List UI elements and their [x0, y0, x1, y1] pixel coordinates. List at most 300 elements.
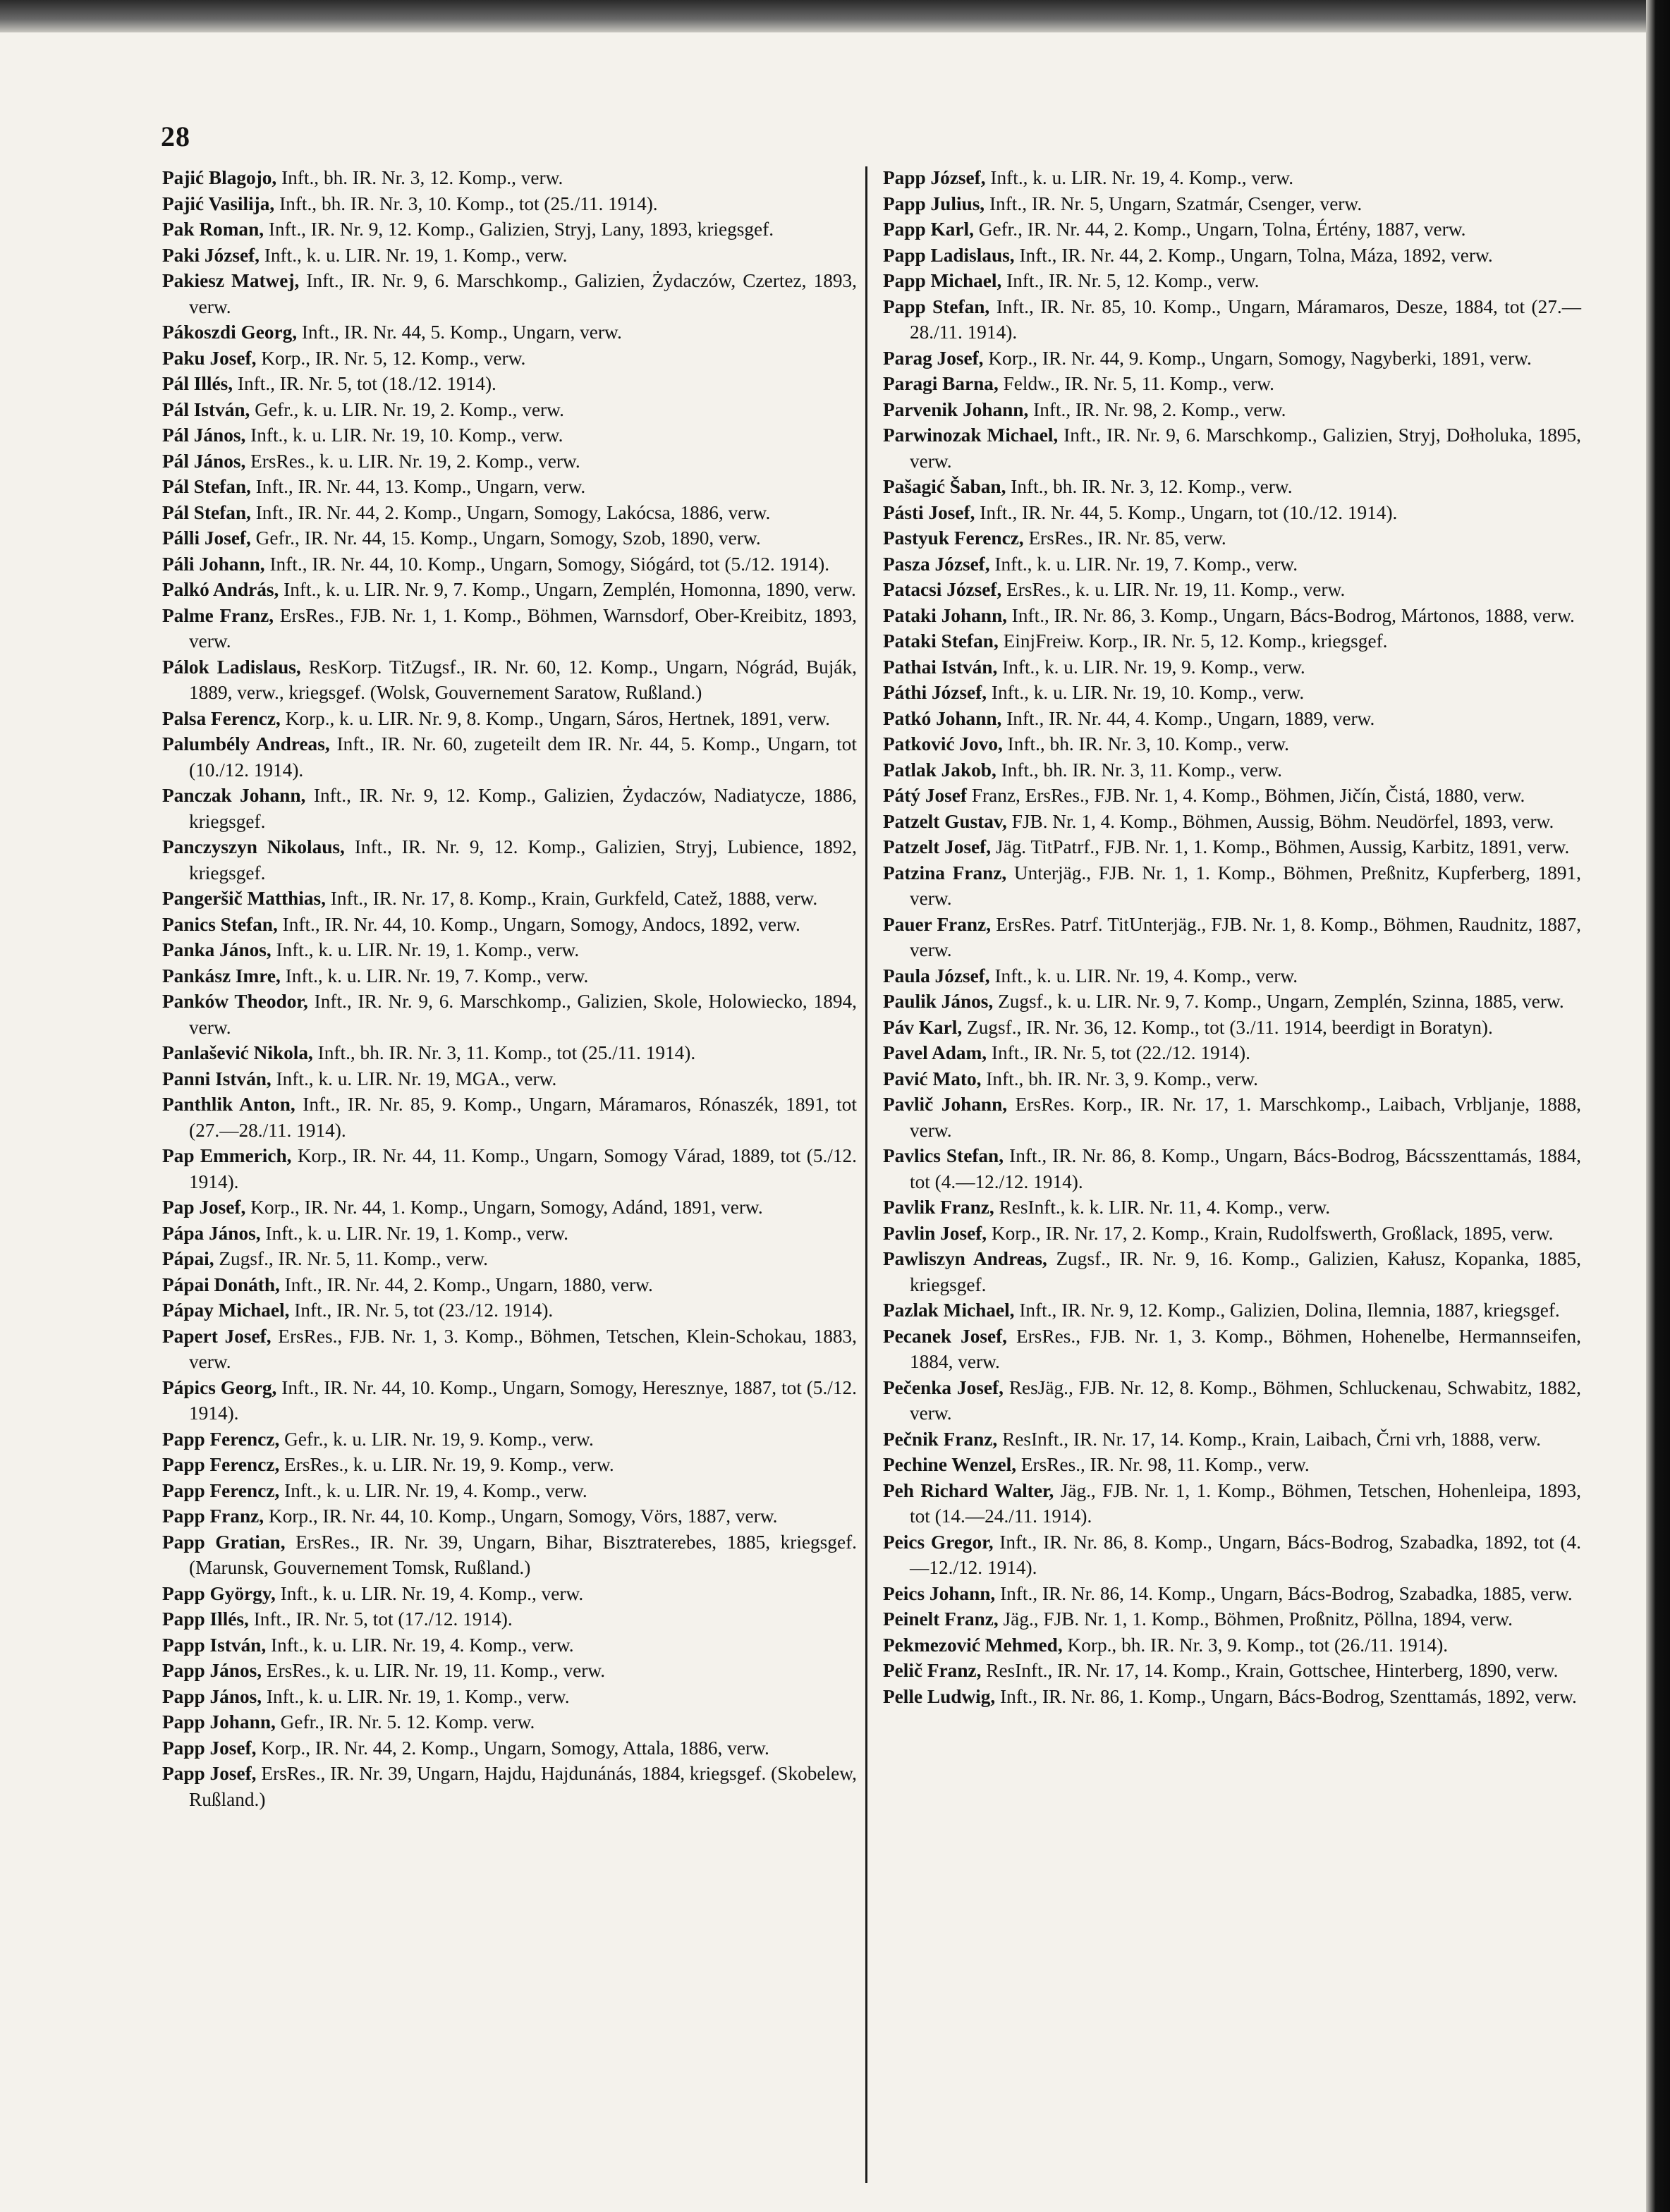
- entry-details: Inft., bh. IR. Nr. 3, 11. Komp., tot (25./11. 1914).: [312, 1042, 696, 1063]
- entry-name: Pathai István,: [883, 656, 998, 678]
- entry-name: Pátý Josef: [883, 785, 968, 806]
- entry-name: Parag Josef,: [883, 347, 984, 369]
- entry-name: Pálok Ladislaus,: [162, 656, 301, 678]
- roster-entry: [883, 1221, 1581, 1247]
- entry-details: ErsRes., IR. Nr. 85, verw.: [1023, 527, 1226, 549]
- roster-entry: [883, 680, 1581, 706]
- entry-details: Jäg. TitPatrf., FJB. Nr. 1, 1. Komp., Böhmen, Aussig, Karbitz, 1891, verw.: [991, 836, 1570, 857]
- roster-entry: [883, 474, 1581, 500]
- entry-name: Pataki Johann,: [883, 604, 1007, 626]
- entry-details: Inft., k. u. LIR. Nr. 19, 4. Komp., verw.: [266, 1634, 574, 1656]
- entry-details: Inft., IR. Nr. 86, 8. Komp., Ungarn, Bács-Bodrog, Bácsszenttamás, 1884, tot (4.—12./12. 1914).: [910, 1145, 1581, 1192]
- entry-name: Papp Karl,: [883, 219, 974, 240]
- entry-name: Pekmezović Mehmed,: [883, 1634, 1063, 1656]
- roster-entry: [162, 1581, 857, 1607]
- column-divider: [865, 166, 867, 2183]
- entry-details: Inft., IR. Nr. 44, 13. Komp., Ungarn, verw.: [250, 476, 586, 497]
- entry-name: Pazlak Michael,: [883, 1300, 1015, 1321]
- roster-entry: [883, 706, 1581, 732]
- roster-entry: [162, 783, 857, 834]
- roster-entry: [162, 1478, 857, 1504]
- entry-details: Inft., k. u. LIR. Nr. 9, 7. Komp., Ungarn, Zemplén, Homonna, 1890, verw.: [279, 579, 856, 600]
- entry-details: Inft., IR. Nr. 5, 12. Komp., verw.: [1001, 270, 1260, 291]
- entry-name: Pál István,: [162, 398, 250, 420]
- roster-entry: [162, 1529, 857, 1581]
- entry-name: Pavlics Stefan,: [883, 1145, 1004, 1166]
- roster-entry: [883, 1452, 1581, 1478]
- entry-name: Palkó András,: [162, 579, 279, 600]
- roster-entry: [883, 397, 1581, 423]
- entry-details: Korp., IR. Nr. 44, 9. Komp., Ungarn, Somogy, Nagyberki, 1891, verw.: [983, 347, 1532, 369]
- entry-details: Jäg., FJB. Nr. 1, 1. Komp., Böhmen, Proßnitz, Pöllna, 1894, verw.: [998, 1608, 1513, 1630]
- roster-entry: [883, 989, 1581, 1015]
- entry-details: Inft., IR. Nr. 9, 12. Komp., Galizien, Żydaczów, Nadiatycze, 1886, kriegsgef.: [189, 785, 858, 832]
- entry-details: Korp., IR. Nr. 17, 2. Komp., Krain, Rudolfswerth, Großlack, 1895, verw.: [987, 1222, 1554, 1244]
- roster-entry: [162, 963, 857, 989]
- entry-name: Parwinozak Michael,: [883, 424, 1059, 446]
- entry-details: Gefr., IR. Nr. 44, 15. Komp., Ungarn, Somogy, Szob, 1890, verw.: [250, 527, 761, 549]
- entry-name: Palme Franz,: [162, 604, 274, 626]
- roster-entry: [883, 422, 1581, 474]
- entry-name: Papp Franz,: [162, 1505, 264, 1527]
- entry-name: Pápics Georg,: [162, 1376, 277, 1398]
- entry-details: ErsRes., k. u. LIR. Nr. 19, 9. Komp., verw.: [279, 1454, 614, 1475]
- entry-details: Inft., IR. Nr. 85, 9. Komp., Ungarn, Máramaros, Rónaszék, 1891, tot (27.—28./11. 1914).: [189, 1094, 857, 1141]
- entry-details: Inft., bh. IR. Nr. 3, 12. Komp., verw.: [276, 167, 563, 188]
- entry-name: Panczak Johann,: [162, 785, 306, 806]
- roster-entry: [162, 1452, 857, 1478]
- entry-name: Papp Josef,: [162, 1763, 257, 1784]
- roster-entry: [162, 1297, 857, 1324]
- roster-entry: [162, 1503, 857, 1529]
- entry-name: Papp Ferencz,: [162, 1479, 280, 1501]
- roster-entry: [162, 1066, 857, 1092]
- entry-details: ErsRes., IR. Nr. 39, Ungarn, Hajdu, Hajdunánás, 1884, kriegsgef. (Skobelew, Rußland.): [189, 1763, 857, 1810]
- roster-entry: [162, 912, 857, 938]
- entry-name: Pápa János,: [162, 1222, 261, 1244]
- roster-entry: [162, 603, 857, 654]
- roster-entry: [883, 1529, 1581, 1581]
- entry-name: Pajić Blagojo,: [162, 167, 277, 188]
- entry-details: Inft., IR. Nr. 5, tot (23./12. 1914).: [289, 1300, 554, 1321]
- entry-name: Pavel Adam,: [883, 1042, 987, 1063]
- entry-details: Korp., bh. IR. Nr. 3, 9. Komp., tot (26./11. 1914).: [1062, 1634, 1449, 1656]
- roster-entry: [162, 448, 857, 475]
- roster-entry: [883, 577, 1581, 603]
- entry-details: Gefr., k. u. LIR. Nr. 19, 9. Komp., verw.: [279, 1428, 594, 1450]
- entry-name: Pavlin Josef,: [883, 1222, 987, 1244]
- entry-name: Papp Stefan,: [883, 295, 990, 317]
- entry-details: Inft., IR. Nr. 86, 8. Komp., Ungarn, Bács-Bodrog, Szabadka, 1892, tot (4.—12./12. 1914).: [910, 1531, 1581, 1578]
- entry-details: Inft., IR. Nr. 9, 6. Marschkomp., Galizien, Skole, Holowiecko, 1894, verw.: [189, 991, 857, 1038]
- entry-details: Inft., IR. Nr. 44, 10. Komp., Ungarn, Somogy, Andocs, 1892, verw.: [277, 913, 800, 935]
- entry-name: Pálli Josef,: [162, 527, 251, 549]
- roster-entry: [883, 1194, 1581, 1221]
- entry-details: FJB. Nr. 1, 4. Komp., Böhmen, Aussig, Böhm. Neudörfel, 1893, verw.: [1006, 810, 1554, 832]
- entry-details: Korp., k. u. LIR. Nr. 9, 8. Komp., Ungarn, Sáros, Hertnek, 1891, verw.: [280, 707, 830, 729]
- entry-details: Inft., IR. Nr. 44, 2. Komp., Ungarn, 1880, verw.: [279, 1273, 653, 1295]
- roster-entry: [883, 834, 1581, 860]
- entry-details: Inft., k. u. LIR. Nr. 19, 4. Komp., verw.: [989, 965, 1298, 986]
- roster-entry: [883, 783, 1581, 809]
- roster-entry: [162, 216, 857, 243]
- roster-entry: [883, 191, 1581, 217]
- roster-entry: [162, 886, 857, 912]
- entry-details: ErsRes., IR. Nr. 98, 11. Komp., verw.: [1016, 1454, 1310, 1475]
- entry-name: Papp Gratian,: [162, 1531, 286, 1553]
- entry-details: ResInft., IR. Nr. 17, 14. Komp., Krain, Gottschee, Hinterberg, 1890, verw.: [981, 1660, 1559, 1681]
- entry-name: Papp Ladislaus,: [883, 244, 1015, 266]
- entry-name: Paki József,: [162, 244, 260, 266]
- entry-details: Inft., IR. Nr. 9, 12. Komp., Galizien, Stryj, Lany, 1893, kriegsgef.: [264, 219, 774, 240]
- entry-name: Panics Stefan,: [162, 913, 278, 935]
- entry-name: Panczyszyn Nikolaus,: [162, 836, 345, 857]
- entry-details: Inft., k. u. LIR. Nr. 19, 1. Komp., verw.: [260, 1222, 569, 1244]
- roster-entry: [162, 1761, 857, 1812]
- roster-entry: [162, 1092, 857, 1143]
- entry-details: ErsRes., k. u. LIR. Nr. 19, 11. Komp., verw.: [262, 1660, 606, 1681]
- roster-entry: [883, 1324, 1581, 1375]
- entry-name: Pap Emmerich,: [162, 1145, 292, 1166]
- roster-entry: [883, 1246, 1581, 1297]
- entry-details: Jäg., FJB. Nr. 1, 1. Komp., Böhmen, Tetschen, Hohenleipa, 1893, tot (14.—24./11. 1914).: [910, 1479, 1581, 1527]
- entry-details: Gefr., k. u. LIR. Nr. 19, 2. Komp., verw.: [250, 398, 564, 420]
- entry-details: Inft., IR. Nr. 5, tot (17./12. 1914).: [248, 1608, 513, 1630]
- entry-details: Franz, ErsRes., FJB. Nr. 1, 4. Komp., Böhmen, Jičín, Čistá, 1880, verw.: [967, 785, 1525, 806]
- roster-entry: [162, 474, 857, 500]
- roster-entry: [883, 628, 1581, 654]
- roster-entry: [162, 1735, 857, 1761]
- roster-entry: [162, 1143, 857, 1194]
- entry-name: Palumbély Andreas,: [162, 733, 330, 754]
- entry-details: Inft., bh. IR. Nr. 3, 11. Komp., verw.: [996, 759, 1282, 781]
- entry-details: Korp., IR. Nr. 44, 10. Komp., Ungarn, Somogy, Vörs, 1887, verw.: [264, 1505, 778, 1527]
- roster-entry: [883, 860, 1581, 912]
- entry-name: Pawliszyn Andreas,: [883, 1248, 1047, 1269]
- roster-entry: [162, 731, 857, 783]
- roster-entry: [883, 963, 1581, 989]
- entry-details: Unterjäg., FJB. Nr. 1, 1. Komp., Böhmen, Preßnitz, Kupferberg, 1891, verw.: [910, 862, 1581, 909]
- roster-entry: [883, 1066, 1581, 1092]
- roster-entry: [883, 525, 1581, 551]
- entry-name: Parvenik Johann,: [883, 398, 1029, 420]
- entry-details: Inft., k. u. LIR. Nr. 19, 4. Komp., verw.: [279, 1479, 587, 1501]
- entry-details: ErsRes., FJB. Nr. 1, 1. Komp., Böhmen, Warnsdorf, Ober-Kreibitz, 1893, verw.: [189, 604, 857, 652]
- roster-entry: [883, 1632, 1581, 1658]
- entry-name: Papp Ferencz,: [162, 1454, 280, 1475]
- entry-details: Inft., IR. Nr. 9, 12. Komp., Galizien, Dolina, Ilemnia, 1887, kriegsgef.: [1014, 1300, 1560, 1321]
- entry-details: Korp., IR. Nr. 44, 11. Komp., Ungarn, Somogy Várad, 1889, tot (5./12. 1914).: [189, 1145, 857, 1192]
- roster-entry: [162, 1272, 857, 1298]
- roster-entry: [162, 1221, 857, 1247]
- roster-entry: [162, 1426, 857, 1453]
- entry-details: Inft., IR. Nr. 5, Ungarn, Szatmár, Csenger, verw.: [985, 193, 1363, 214]
- entry-details: Zugsf., IR. Nr. 5, 11. Komp., verw.: [214, 1248, 488, 1269]
- entry-name: Pečnik Franz,: [883, 1428, 998, 1450]
- roster-entry: [162, 525, 857, 551]
- entry-name: Pajić Vasilija,: [162, 193, 275, 214]
- entry-details: Inft., IR. Nr. 44, 5. Komp., Ungarn, verw.: [297, 322, 622, 343]
- entry-details: Inft., k. u. LIR. Nr. 19, MGA., verw.: [271, 1068, 557, 1089]
- entry-details: EinjFreiw. Korp., IR. Nr. 5, 12. Komp., kriegsgef.: [998, 630, 1388, 652]
- roster-entry: [883, 1143, 1581, 1194]
- entry-details: Zugsf., k. u. LIR. Nr. 9, 7. Komp., Ungarn, Zemplén, Szinna, 1885, verw.: [993, 991, 1564, 1012]
- entry-details: Inft., k. u. LIR. Nr. 19, 1. Komp., verw.: [271, 939, 580, 960]
- entry-name: Pak Roman,: [162, 219, 264, 240]
- entry-name: Patković Jovo,: [883, 733, 1003, 754]
- roster-entry: [162, 1375, 857, 1426]
- entry-name: Pauer Franz,: [883, 913, 992, 935]
- entry-details: Inft., bh. IR. Nr. 3, 12. Komp., verw.: [1006, 476, 1293, 497]
- entry-name: Paragi Barna,: [883, 373, 999, 394]
- entry-name: Pelle Ludwig,: [883, 1685, 996, 1707]
- entry-details: Inft., IR. Nr. 86, 1. Komp., Ungarn, Bács-Bodrog, Szenttamás, 1892, verw.: [995, 1685, 1577, 1707]
- roster-entry: [162, 1606, 857, 1632]
- roster-entry: [883, 1297, 1581, 1324]
- entry-name: Páv Karl,: [883, 1016, 963, 1038]
- roster-entry: [883, 1606, 1581, 1632]
- entry-details: Inft., k. u. LIR. Nr. 19, 9. Komp., verw.: [997, 656, 1305, 678]
- roster-entry: [883, 216, 1581, 243]
- entry-name: Patzina Franz,: [883, 862, 1007, 884]
- entry-details: Inft., IR. Nr. 5, tot (18./12. 1914).: [233, 373, 496, 394]
- entry-details: ResKorp. TitZugsf., IR. Nr. 60, 12. Komp., Ungarn, Nógrád, Buják, 1889, verw., kriegsgef. (Wolsk, Gouvernement Saratow, Rußland.): [189, 656, 857, 703]
- left-column: [162, 165, 857, 1812]
- roster-entry: [883, 1581, 1581, 1607]
- entry-details: ErsRes. Korp., IR. Nr. 17, 1. Marschkomp., Laibach, Vrbljanje, 1888, verw.: [910, 1094, 1581, 1141]
- entry-name: Papp Michael,: [883, 270, 1002, 291]
- entry-details: Zugsf., IR. Nr. 36, 12. Komp., tot (3./11. 1914, beerdigt in Boratyn).: [962, 1016, 1493, 1038]
- entry-details: ErsRes., FJB. Nr. 1, 3. Komp., Böhmen, Tetschen, Klein-Schokau, 1883, verw.: [189, 1325, 857, 1372]
- entry-name: Papp János,: [162, 1685, 262, 1707]
- entry-name: Pavić Mato,: [883, 1068, 982, 1089]
- entry-details: Inft., IR. Nr. 44, 4. Komp., Ungarn, 1889, verw.: [1001, 707, 1375, 729]
- right-column: [883, 165, 1581, 1709]
- entry-details: Inft., IR. Nr. 44, 2. Komp., Ungarn, Tolna, Máza, 1892, verw.: [1014, 244, 1493, 266]
- page-number: 28: [161, 121, 190, 152]
- entry-details: Inft., k. u. LIR. Nr. 19, 10. Komp., verw.: [987, 682, 1305, 703]
- roster-entry: [883, 603, 1581, 629]
- entry-name: Pečenka Josef,: [883, 1376, 1004, 1398]
- entry-name: Pál Stefan,: [162, 476, 251, 497]
- entry-details: Korp., IR. Nr. 44, 1. Komp., Ungarn, Somogy, Adánd, 1891, verw.: [245, 1197, 763, 1218]
- entry-details: Inft., k. u. LIR. Nr. 19, 1. Komp., verw.: [259, 244, 568, 266]
- entry-name: Papp János,: [162, 1660, 262, 1681]
- entry-details: Inft., IR. Nr. 44, 2. Komp., Ungarn, Somogy, Lakócsa, 1886, verw.: [250, 501, 771, 523]
- entry-name: Patzelt Josef,: [883, 836, 992, 857]
- entry-details: Gefr., IR. Nr. 5. 12. Komp. verw.: [275, 1711, 535, 1733]
- roster-entry: [883, 731, 1581, 757]
- entry-name: Páthi József,: [883, 682, 987, 703]
- roster-entry: [883, 1478, 1581, 1529]
- entry-name: Pál János,: [162, 450, 246, 472]
- entry-details: Inft., IR. Nr. 9, 12. Komp., Galizien, Stryj, Lubience, 1892, kriegsgef.: [189, 836, 857, 884]
- entry-name: Panków Theodor,: [162, 991, 308, 1012]
- roster-entry: [883, 500, 1581, 526]
- entry-name: Papp Illés,: [162, 1608, 249, 1630]
- entry-details: ErsRes., k. u. LIR. Nr. 19, 2. Komp., verw.: [245, 450, 580, 472]
- entry-name: Peics Gregor,: [883, 1531, 994, 1553]
- entry-details: Inft., IR. Nr. 9, 6. Marschkomp., Galizien, Żydaczów, Czertez, 1893, verw.: [189, 270, 857, 317]
- entry-name: Pataki Stefan,: [883, 630, 999, 652]
- entry-details: Inft., k. u. LIR. Nr. 19, 4. Komp., verw.: [985, 167, 1294, 188]
- entry-details: ResJäg., FJB. Nr. 12, 8. Komp., Böhmen, Schluckenau, Schwabitz, 1882, verw.: [910, 1376, 1582, 1424]
- roster-entry: [883, 654, 1581, 680]
- entry-name: Paku Josef,: [162, 347, 257, 369]
- entry-name: Panni István,: [162, 1068, 272, 1089]
- entry-name: Pelič Franz,: [883, 1660, 982, 1681]
- entry-details: Inft., IR. Nr. 86, 3. Komp., Ungarn, Bács-Bodrog, Mártonos, 1888, verw.: [1006, 604, 1575, 626]
- roster-entry: [883, 165, 1581, 191]
- entry-name: Pecanek Josef,: [883, 1325, 1008, 1347]
- entry-details: Korp., IR. Nr. 44, 2. Komp., Ungarn, Somogy, Attala, 1886, verw.: [256, 1737, 769, 1759]
- entry-details: Inft., k. u. LIR. Nr. 19, 1. Komp., verw.: [262, 1685, 570, 1707]
- entry-details: ErsRes., k. u. LIR. Nr. 19, 11. Komp., verw.: [1001, 579, 1346, 600]
- entry-details: Inft., bh. IR. Nr. 3, 10. Komp., verw.: [1002, 733, 1289, 754]
- roster-entry: [162, 1040, 857, 1066]
- roster-entry: [883, 1015, 1581, 1041]
- roster-entry: [883, 1375, 1581, 1426]
- roster-entry: [162, 1324, 857, 1375]
- entry-name: Pašagić Šaban,: [883, 476, 1006, 497]
- roster-entry: [162, 1632, 857, 1658]
- entry-name: Panlašević Nikola,: [162, 1042, 313, 1063]
- entry-details: ResInft., k. k. LIR. Nr. 11, 4. Komp., verw.: [994, 1197, 1331, 1218]
- roster-entry: [162, 1246, 857, 1272]
- roster-entry: [162, 319, 857, 346]
- roster-entry: [162, 165, 857, 191]
- roster-entry: [162, 243, 857, 269]
- entry-name: Pál János,: [162, 424, 246, 446]
- entry-details: ErsRes., FJB. Nr. 1, 3. Komp., Böhmen, Hohenelbe, Hermannseifen, 1884, verw.: [910, 1325, 1581, 1372]
- entry-name: Pap Josef,: [162, 1197, 246, 1218]
- roster-entry: [883, 371, 1581, 397]
- entry-name: Pankász Imre,: [162, 965, 281, 986]
- entry-name: Patacsi József,: [883, 579, 1002, 600]
- roster-entry: [162, 268, 857, 319]
- entry-name: Patlak Jakob,: [883, 759, 996, 781]
- roster-entry: [883, 294, 1581, 346]
- entry-details: Inft., k. u. LIR. Nr. 19, 7. Komp., verw.: [989, 553, 1298, 575]
- entry-name: Papp Johann,: [162, 1711, 276, 1733]
- roster-entry: [883, 243, 1581, 269]
- entry-name: Patkó Johann,: [883, 707, 1002, 729]
- entry-details: Inft., IR. Nr. 44, 10. Komp., Ungarn, Somogy, Heresznye, 1887, tot (5./12. 1914).: [189, 1376, 857, 1424]
- roster-entry: [162, 1684, 857, 1710]
- entry-details: Inft., k. u. LIR. Nr. 19, 10. Komp., verw.: [245, 424, 563, 446]
- roster-entry: [162, 371, 857, 397]
- entry-name: Peinelt Franz,: [883, 1608, 999, 1630]
- entry-name: Pál Illés,: [162, 373, 233, 394]
- entry-details: Feldw., IR. Nr. 5, 11. Komp., verw.: [998, 373, 1275, 394]
- entry-name: Pápai Donáth,: [162, 1273, 280, 1295]
- entry-name: Pavlič Johann,: [883, 1094, 1008, 1115]
- entry-details: Inft., k. u. LIR. Nr. 19, 7. Komp., verw.: [280, 965, 589, 986]
- entry-name: Pákoszdi Georg,: [162, 322, 298, 343]
- entry-name: Palsa Ferencz,: [162, 707, 281, 729]
- roster-entry: [162, 937, 857, 963]
- roster-entry: [162, 834, 857, 886]
- entry-details: Korp., IR. Nr. 5, 12. Komp., verw.: [256, 347, 526, 369]
- entry-name: Panthlik Anton,: [162, 1094, 295, 1115]
- entry-name: Panka János,: [162, 939, 272, 960]
- scan-right-edge: [1646, 0, 1670, 2212]
- entry-name: Paulik János,: [883, 991, 994, 1012]
- entry-name: Papp Julius,: [883, 193, 985, 214]
- entry-name: Patzelt Gustav,: [883, 810, 1007, 832]
- entry-name: Pastyuk Ferencz,: [883, 527, 1024, 549]
- entry-details: Inft., IR. Nr. 9, 6. Marschkomp., Galizien, Stryj, Dołholuka, 1895, verw.: [910, 424, 1582, 472]
- entry-details: Zugsf., IR. Nr. 9, 16. Komp., Galizien, Kałusz, Kopanka, 1885, kriegsgef.: [910, 1248, 1581, 1295]
- entry-details: Inft., IR. Nr. 60, zugeteilt dem IR. Nr. 44, 5. Komp., Ungarn, tot (10./12. 1914).: [189, 733, 857, 781]
- entry-name: Pál Stefan,: [162, 501, 251, 523]
- entry-name: Peh Richard Walter,: [883, 1479, 1054, 1501]
- roster-entry: [162, 551, 857, 578]
- entry-name: Pasza József,: [883, 553, 990, 575]
- roster-entry: [883, 1684, 1581, 1710]
- roster-entry: [883, 809, 1581, 835]
- entry-name: Pechine Wenzel,: [883, 1454, 1017, 1475]
- roster-entry: [162, 397, 857, 423]
- roster-entry: [162, 1709, 857, 1735]
- entry-name: Páli Johann,: [162, 553, 265, 575]
- roster-entry: [162, 1658, 857, 1684]
- roster-entry: [883, 757, 1581, 783]
- entry-name: Pásti Josef,: [883, 501, 975, 523]
- entry-name: Papp István,: [162, 1634, 267, 1656]
- entry-name: Pápai,: [162, 1248, 214, 1269]
- entry-name: Papp Josef,: [162, 1737, 257, 1759]
- entry-details: ResInft., IR. Nr. 17, 14. Komp., Krain, Laibach, Črni vrh, 1888, verw.: [997, 1428, 1541, 1450]
- entry-name: Paula József,: [883, 965, 990, 986]
- entry-name: Papp Ferencz,: [162, 1428, 280, 1450]
- roster-entry: [162, 422, 857, 448]
- roster-entry: [883, 1658, 1581, 1684]
- roster-entry: [883, 1040, 1581, 1066]
- entry-details: Inft., IR. Nr. 17, 8. Komp., Krain, Gurkfeld, Catež, 1888, verw.: [325, 888, 818, 909]
- roster-entry: [883, 1426, 1581, 1453]
- roster-entry: [883, 1092, 1581, 1143]
- roster-entry: [162, 577, 857, 603]
- roster-entry: [883, 268, 1581, 294]
- entry-name: Pakiesz Matwej,: [162, 270, 300, 291]
- entry-details: Inft., bh. IR. Nr. 3, 9. Komp., verw.: [981, 1068, 1258, 1089]
- entry-name: Peics Johann,: [883, 1582, 996, 1604]
- entry-name: Pápay Michael,: [162, 1300, 290, 1321]
- entry-details: ErsRes. Patrf. TitUnterjäg., FJB. Nr. 1, 8. Komp., Böhmen, Raudnitz, 1887, verw.: [910, 913, 1581, 960]
- entry-details: Inft., IR. Nr. 86, 14. Komp., Ungarn, Bács-Bodrog, Szabadka, 1885, verw.: [995, 1582, 1573, 1604]
- entry-details: Inft., IR. Nr. 5, tot (22./12. 1914).: [987, 1042, 1250, 1063]
- roster-entry: [162, 500, 857, 526]
- entry-details: ErsRes., IR. Nr. 39, Ungarn, Bihar, Bisztraterebes, 1885, kriegsgef. (Marunsk, Gouvernement Tomsk, Rußland.): [189, 1531, 857, 1578]
- scan-top-edge: [0, 0, 1670, 32]
- roster-entry: [162, 1194, 857, 1221]
- entry-name: Pangeršič Matthias,: [162, 888, 326, 909]
- entry-name: Papp György,: [162, 1582, 276, 1604]
- entry-name: Papert Josef,: [162, 1325, 272, 1347]
- roster-entry: [162, 654, 857, 706]
- roster-entry: [162, 191, 857, 217]
- roster-entry: [162, 706, 857, 732]
- entry-details: Inft., bh. IR. Nr. 3, 10. Komp., tot (25./11. 1914).: [274, 193, 658, 214]
- roster-entry: [883, 912, 1581, 963]
- roster-entry: [162, 346, 857, 372]
- roster-entry: [162, 989, 857, 1040]
- entry-details: Inft., k. u. LIR. Nr. 19, 4. Komp., verw.: [275, 1582, 584, 1604]
- entry-details: Inft., IR. Nr. 85, 10. Komp., Ungarn, Máramaros, Desze, 1884, tot (27.—28./11. 1914).: [910, 295, 1582, 343]
- entry-details: Inft., IR. Nr. 44, 5. Komp., Ungarn, tot (10./12. 1914).: [975, 501, 1398, 523]
- entry-details: Inft., IR. Nr. 98, 2. Komp., verw.: [1028, 398, 1286, 420]
